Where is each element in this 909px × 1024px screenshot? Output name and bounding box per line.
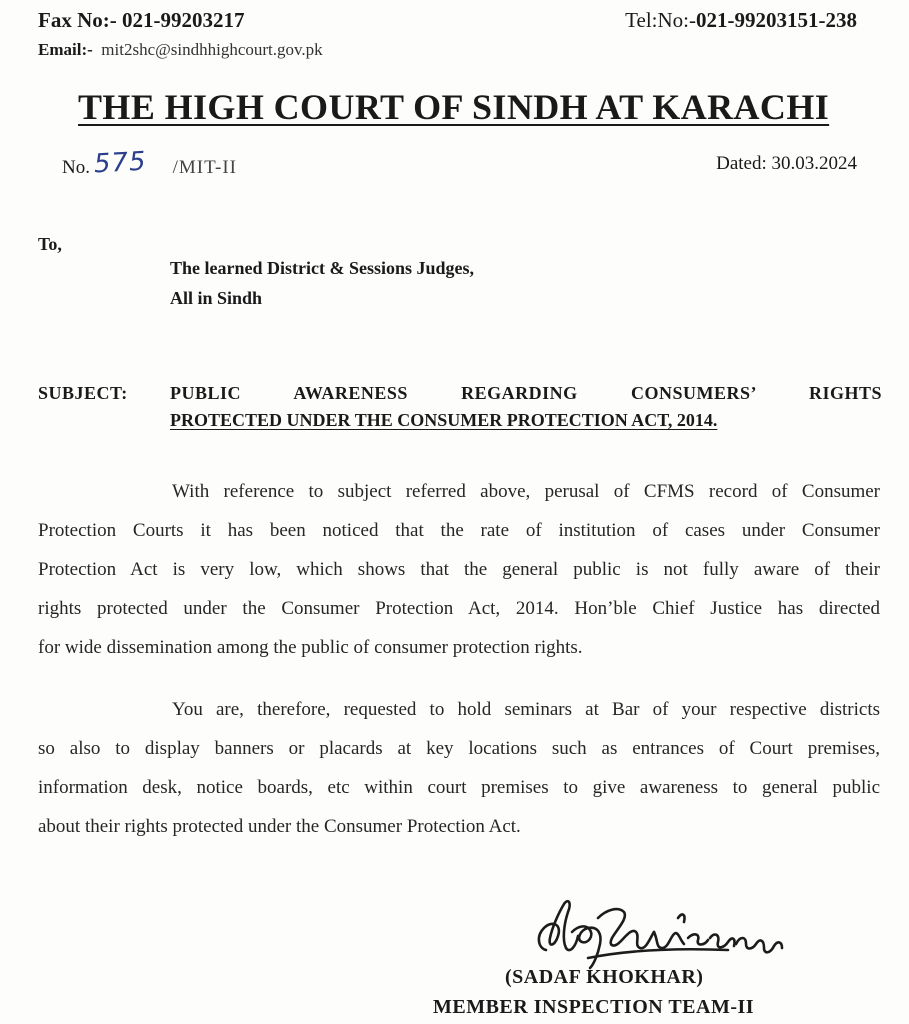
email-line <box>38 40 323 60</box>
letter-date: Dated: 30.03.2024 <box>716 153 857 174</box>
court-title: THE HIGH COURT OF SINDH AT KARACHI <box>78 87 830 127</box>
addressee-line-1: The learned District & Sessions Judges, <box>170 258 475 278</box>
telephone-value: 021-99203151-238 <box>696 8 857 32</box>
subject-line-2: PROTECTED UNDER THE CONSUMER PROTECTION ACT, 2014. <box>170 410 718 430</box>
telephone-number <box>625 8 857 33</box>
email-label: Email:- <box>38 40 93 59</box>
telephone-label: Tel:No:- <box>625 8 696 32</box>
email-address: mit2shc@sindhhighcourt.gov.pk <box>101 40 323 59</box>
subject-label: SUBJECT: <box>38 383 128 403</box>
body-paragraph-1 <box>38 472 880 667</box>
fax-number: Fax No:- 021-99203217 <box>38 8 245 32</box>
paragraph-line: Protection Act is very low, which shows that the general public is not fully aware of their <box>38 559 880 580</box>
paragraph-line: Protection Courts it has been noticed that the rate of institution of cases under Consumer <box>38 520 880 541</box>
reference-number <box>62 146 237 180</box>
paragraph-line: With reference to subject referred above, perusal of CFMS record of Consumer <box>172 481 880 502</box>
signatory-name: (SADAF KHOKHAR) <box>505 966 704 988</box>
paragraph-line: You are, therefore, requested to hold seminars at Bar of your respective districts <box>172 699 880 720</box>
handwritten-signature <box>528 888 798 978</box>
body-paragraph-2 <box>38 690 880 846</box>
handwritten-reference-number: 575 <box>93 146 148 180</box>
addressee-line-2: All in Sindh <box>170 288 263 308</box>
reference-prefix: No. <box>62 157 90 178</box>
paragraph-line: information desk, notice boards, etc within court premises to give awareness to general public <box>38 777 880 798</box>
paragraph-line: for wide dissemination among the public of consumer protection rights. <box>38 637 583 658</box>
subject-line-1: PUBLIC AWARENESS REGARDING CONSUMERS’ RIGHTS <box>170 383 882 403</box>
reference-suffix: /MIT-II <box>172 157 237 178</box>
paragraph-line: so also to display banners or placards at key locations such as entrances of Court premises, <box>38 738 880 759</box>
to-label: To, <box>38 234 62 254</box>
signatory-designation: MEMBER INSPECTION TEAM-II <box>433 996 755 1018</box>
paragraph-line: rights protected under the Consumer Protection Act, 2014. Hon’ble Chief Justice has directed <box>38 598 880 619</box>
paragraph-line: about their rights protected under the Consumer Protection Act. <box>38 816 521 837</box>
